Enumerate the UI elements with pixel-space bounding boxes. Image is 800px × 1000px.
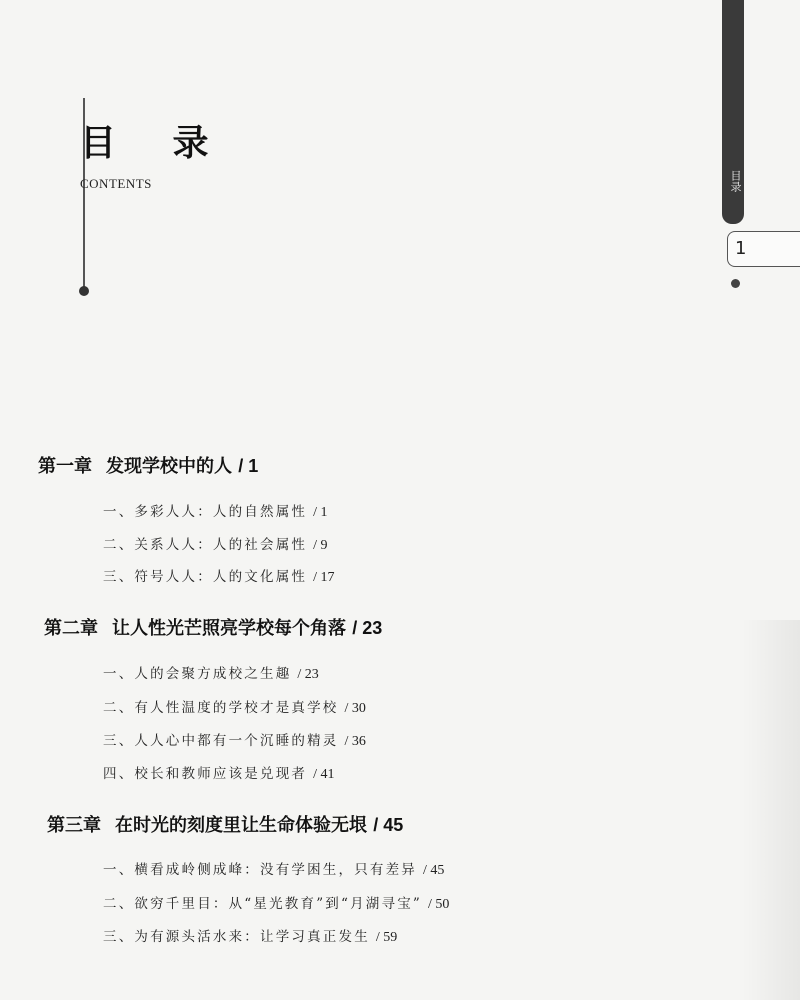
toc-item bbox=[103, 931, 397, 945]
chapter-heading bbox=[44, 619, 382, 638]
chapter-number: 第一章 bbox=[38, 456, 92, 477]
chapter-number: 第三章 bbox=[47, 815, 101, 836]
toc-item bbox=[103, 539, 328, 553]
toc-item-text: 一、横看成岭侧成峰：没有学困生，只有差异 bbox=[103, 862, 417, 878]
chapter-heading bbox=[47, 816, 403, 835]
toc-item-text: 四、校长和教师应该是兑现者 bbox=[103, 766, 308, 782]
toc-item-page: / 36 bbox=[344, 734, 366, 749]
toc-item-text: 二、欲穷千里目：从“星光教育”到“月湖寻宝” bbox=[103, 896, 423, 912]
page-number: 1 bbox=[735, 238, 747, 259]
chapter-title: 让人性光芒照亮学校每个角落 bbox=[112, 618, 346, 639]
toc-item-page: / 41 bbox=[313, 767, 335, 782]
toc-item bbox=[103, 735, 366, 749]
toc-item-text: 二、有人性温度的学校才是真学校 bbox=[103, 700, 339, 716]
toc-item-page: / 1 bbox=[313, 505, 328, 520]
toc-item-text: 一、人的会聚方成校之生趣 bbox=[103, 666, 292, 682]
side-dot bbox=[731, 279, 740, 288]
toc-item-text: 一、多彩人人：人的自然属性 bbox=[103, 504, 308, 520]
page-edge-shade bbox=[742, 620, 800, 1000]
toc-item-page: / 30 bbox=[344, 701, 366, 716]
chapter-page: / 1 bbox=[238, 456, 259, 476]
chapter-title: 在时光的刻度里让生命体验无垠 bbox=[115, 815, 367, 836]
chapter-heading bbox=[38, 457, 258, 476]
toc-item bbox=[103, 571, 335, 585]
toc-item-page: / 17 bbox=[313, 570, 335, 585]
chapter-title: 发现学校中的人 bbox=[106, 456, 232, 477]
toc-item bbox=[103, 768, 335, 782]
toc-item-page: / 50 bbox=[428, 897, 450, 912]
toc-item-text: 二、关系人人：人的社会属性 bbox=[103, 537, 308, 553]
page-number-box bbox=[727, 231, 800, 267]
chapter-page: / 23 bbox=[352, 618, 383, 638]
side-tab bbox=[722, 0, 744, 224]
toc-item bbox=[103, 864, 444, 878]
toc-item-page: / 59 bbox=[375, 930, 398, 945]
toc-item bbox=[103, 668, 319, 682]
page-title: 目 录 bbox=[80, 123, 231, 164]
chapter-number: 第二章 bbox=[44, 618, 98, 639]
toc-item-page: / 45 bbox=[423, 863, 445, 878]
toc-item-page: / 9 bbox=[313, 538, 328, 553]
toc-item-text: 三、人人心中都有一个沉睡的精灵 bbox=[103, 733, 339, 749]
toc-item-text: 三、符号人人：人的文化属性 bbox=[103, 569, 308, 585]
toc-item-page: / 23 bbox=[297, 667, 319, 682]
side-tab-label: 目录 bbox=[729, 170, 742, 192]
header-dot bbox=[79, 286, 89, 296]
toc-item-text: 三、为有源头活水来：让学习真正发生 bbox=[103, 929, 370, 945]
toc-item bbox=[103, 506, 328, 520]
page-subtitle: CONTENTS bbox=[80, 176, 152, 191]
chapter-page: / 45 bbox=[373, 815, 404, 835]
toc-item bbox=[103, 702, 366, 716]
toc-item bbox=[103, 898, 449, 912]
